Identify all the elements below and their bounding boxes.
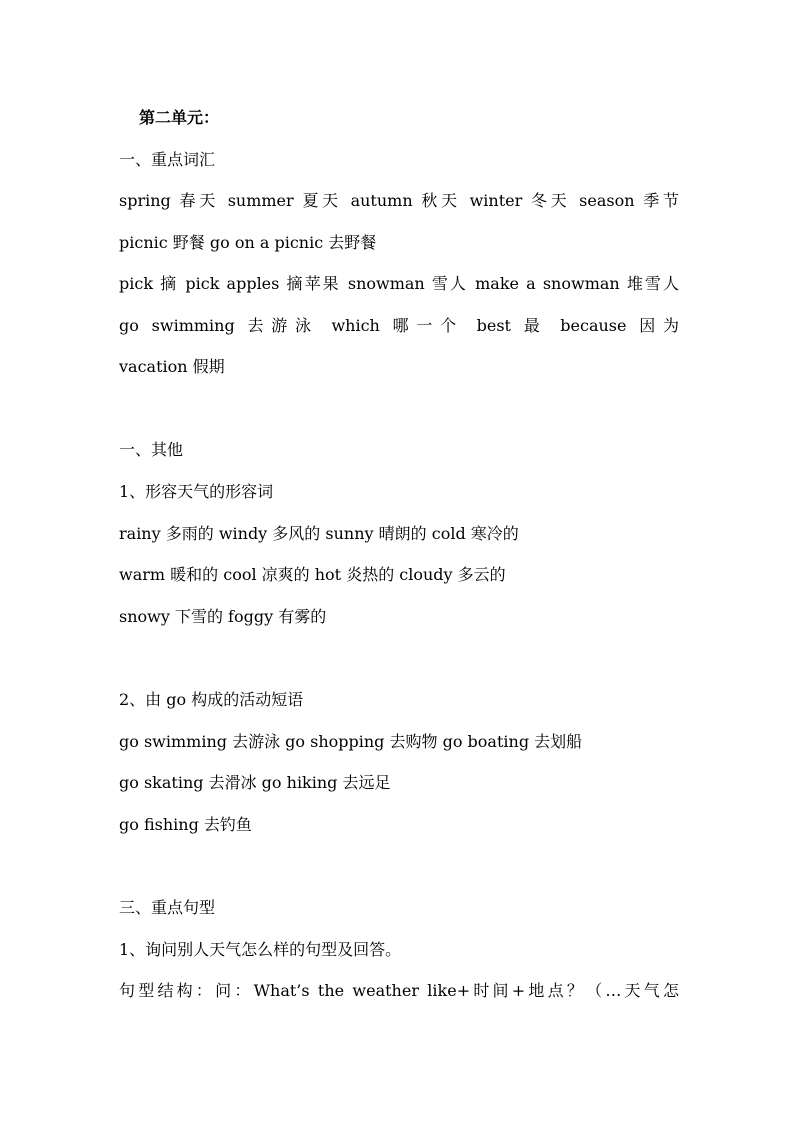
sentence-pattern-item-title: 1、询问别人天气怎么样的句型及回答。 — [119, 940, 402, 959]
sentence-patterns-heading: 三、重点句型 — [119, 898, 216, 917]
weather-adjectives-title: 1、形容天气的形容词 — [119, 482, 274, 501]
go-phrases-title: 2、由 go 构成的活动短语 — [119, 690, 304, 709]
go-phrases-line: go skating 去滑冰 go hiking 去远足 — [119, 773, 391, 792]
weather-adjectives-line: snowy 下雪的 foggy 有雾的 — [119, 607, 327, 626]
sentence-structure-line: 句型结构：问：What’s the weather like+时间+地点？（…天气怎 — [119, 981, 679, 1000]
go-phrases-line: go swimming 去游泳 go shopping 去购物 go boating 去划船 — [119, 732, 583, 751]
unit-title: 第二单元： — [139, 108, 220, 127]
weather-adjectives-line: warm 暖和的 cool 凉爽的 hot 炎热的 cloudy 多云的 — [119, 565, 506, 584]
others-heading: 一、其他 — [119, 440, 184, 459]
vocabulary-line: go swimming 去游泳 which 哪一个 best 最 because 因为 — [119, 316, 679, 335]
vocabulary-heading: 一、重点词汇 — [119, 150, 216, 169]
vocabulary-line: vacation 假期 — [119, 357, 225, 376]
weather-adjectives-line: rainy 多雨的 windy 多风的 sunny 晴朗的 cold 寒冷的 — [119, 524, 519, 543]
vocabulary-line: spring 春天 summer 夏天 autumn 秋天 winter 冬天 season 季节 — [119, 191, 679, 210]
vocabulary-line: pick 摘 pick apples 摘苹果 snowman 雪人 make a snowman 堆雪人 — [119, 274, 679, 293]
go-phrases-line: go fishing 去钓鱼 — [119, 815, 252, 834]
vocabulary-line: picnic 野餐 go on a picnic 去野餐 — [119, 233, 377, 252]
